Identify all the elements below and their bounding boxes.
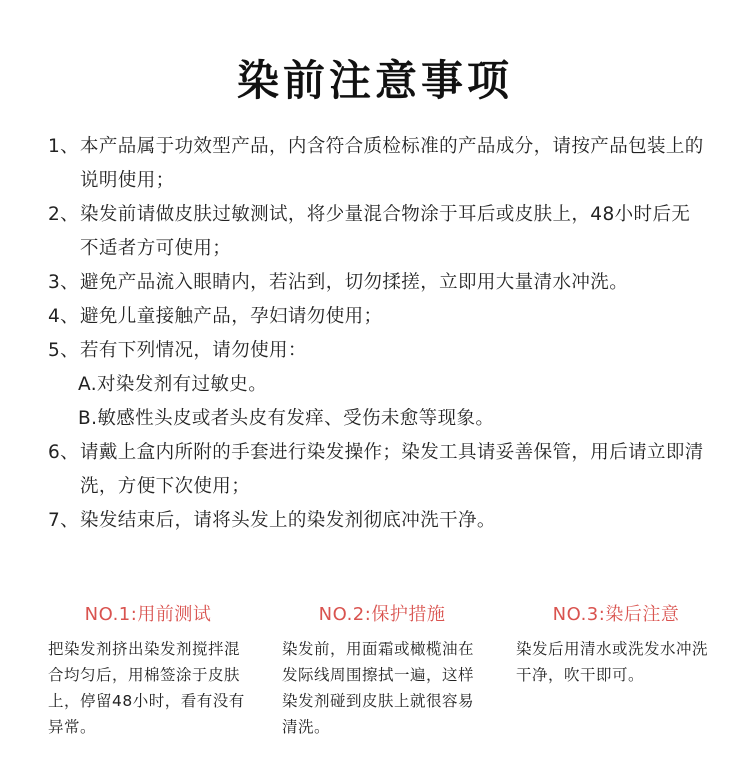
- list-item: [48, 334, 708, 368]
- item-text: 本产品属于功效型产品，内含符合质检标准的产品成分，请按产品包装上的说明使用；: [80, 136, 704, 191]
- tip-column-2: [282, 602, 482, 740]
- list-item: [48, 504, 708, 538]
- tip-heading: NO.2:保护措施: [318, 604, 446, 625]
- item-text: 染发前请做皮肤过敏测试，将少量混合物涂于耳后或皮肤上，48小时后无不适者方可使用；: [80, 204, 691, 259]
- tip-heading: NO.3:染后注意: [552, 604, 680, 625]
- item-number: 7、: [48, 510, 80, 531]
- item-number: 5、: [48, 340, 80, 361]
- item-text: 请戴上盒内所附的手套进行染发操作；染发工具请妥善保管，用后请立即清洗，方便下次使用；: [80, 442, 704, 497]
- tip-body: 染发后用清水或洗发水冲洗干净，吹干即可。: [516, 640, 709, 684]
- item-text: 染发结束后，请将头发上的染发剂彻底冲洗干净。: [80, 510, 496, 531]
- list-item: [48, 130, 708, 198]
- tip-column-1: [48, 602, 248, 740]
- item-number: 4、: [48, 306, 80, 327]
- item-number: 2、: [48, 204, 80, 225]
- item-text: 若有下列情况，请勿使用：: [80, 340, 307, 361]
- sub-item-a: A.对染发剂有过敏史。: [78, 374, 268, 395]
- page-title: 染前注意事项: [236, 56, 513, 105]
- item-number: 6、: [48, 442, 80, 463]
- item-number: 1、: [48, 136, 80, 157]
- item-text: 避免儿童接触产品，孕妇请勿使用；: [80, 306, 383, 327]
- sub-item-b: B.敏感性头皮或者头皮有发痒、受伤未愈等现象。: [78, 408, 495, 429]
- tip-body: 把染发剂挤出染发剂搅拌混合均匀后，用棉签涂于皮肤上，停留48小时，看有没有异常。: [48, 640, 245, 736]
- list-item: [48, 436, 708, 504]
- tip-column-3: [516, 602, 716, 688]
- list-item: [48, 266, 708, 300]
- item-number: 3、: [48, 272, 80, 293]
- tip-body: 染发前，用面霜或橄榄油在发际线周围擦拭一遍，这样染发剂碰到皮肤上就很容易清洗。: [282, 640, 475, 736]
- item-text: 避免产品流入眼睛内，若沾到，切勿揉搓，立即用大量清水冲洗。: [80, 272, 629, 293]
- notice-list: [48, 130, 708, 538]
- list-item: [48, 300, 708, 334]
- tip-heading: NO.1:用前测试: [84, 604, 212, 625]
- list-item: [48, 198, 708, 266]
